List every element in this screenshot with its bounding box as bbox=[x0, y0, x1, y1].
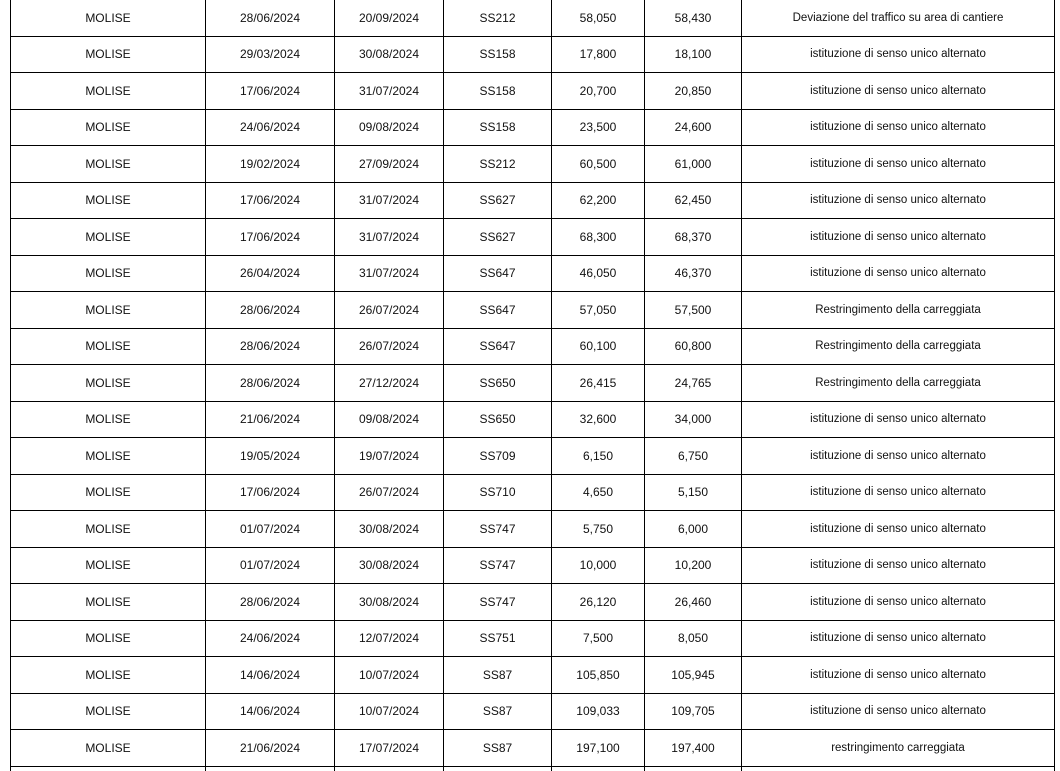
cell-start-date: 17/06/2024 bbox=[206, 182, 335, 219]
table-row bbox=[11, 365, 1055, 402]
empty-cell bbox=[11, 766, 206, 771]
cell-road: SS158 bbox=[444, 73, 552, 110]
table-row bbox=[11, 438, 1055, 475]
empty-cell bbox=[206, 766, 335, 771]
cell-start-date: 28/06/2024 bbox=[206, 584, 335, 621]
cell-start-date: 14/06/2024 bbox=[206, 693, 335, 730]
cell-end-date: 30/08/2024 bbox=[335, 547, 444, 584]
cell-end-date: 31/07/2024 bbox=[335, 219, 444, 256]
cell-km-to: 20,850 bbox=[645, 73, 742, 110]
cell-end-date: 12/07/2024 bbox=[335, 620, 444, 657]
cell-road: SS158 bbox=[444, 109, 552, 146]
table-row bbox=[11, 182, 1055, 219]
empty-cell bbox=[552, 766, 645, 771]
cell-description: istituzione di senso unico alternato bbox=[742, 219, 1055, 256]
cell-description: istituzione di senso unico alternato bbox=[742, 657, 1055, 694]
cell-region: MOLISE bbox=[11, 620, 206, 657]
cell-km-to: 6,000 bbox=[645, 511, 742, 548]
cell-end-date: 30/08/2024 bbox=[335, 511, 444, 548]
cell-road: SS158 bbox=[444, 36, 552, 73]
table-row bbox=[11, 474, 1055, 511]
table-row-partial bbox=[11, 766, 1055, 771]
cell-region: MOLISE bbox=[11, 219, 206, 256]
cell-region: MOLISE bbox=[11, 584, 206, 621]
cell-region: MOLISE bbox=[11, 547, 206, 584]
cell-road: SS751 bbox=[444, 620, 552, 657]
table-row bbox=[11, 401, 1055, 438]
cell-road: SS87 bbox=[444, 693, 552, 730]
cell-end-date: 26/07/2024 bbox=[335, 474, 444, 511]
cell-start-date: 26/04/2024 bbox=[206, 255, 335, 292]
empty-cell bbox=[742, 766, 1055, 771]
cell-end-date: 09/08/2024 bbox=[335, 109, 444, 146]
cell-end-date: 30/08/2024 bbox=[335, 584, 444, 621]
cell-km-from: 46,050 bbox=[552, 255, 645, 292]
cell-description: istituzione di senso unico alternato bbox=[742, 474, 1055, 511]
cell-km-from: 197,100 bbox=[552, 730, 645, 767]
cell-km-to: 10,200 bbox=[645, 547, 742, 584]
cell-start-date: 21/06/2024 bbox=[206, 401, 335, 438]
cell-km-from: 105,850 bbox=[552, 657, 645, 694]
cell-description: Restringimento della carreggiata bbox=[742, 292, 1055, 329]
cell-region: MOLISE bbox=[11, 511, 206, 548]
cell-description: istituzione di senso unico alternato bbox=[742, 693, 1055, 730]
cell-end-date: 30/08/2024 bbox=[335, 36, 444, 73]
table-row bbox=[11, 730, 1055, 767]
cell-description: istituzione di senso unico alternato bbox=[742, 401, 1055, 438]
cell-region: MOLISE bbox=[11, 730, 206, 767]
cell-km-to: 105,945 bbox=[645, 657, 742, 694]
roadworks-table bbox=[10, 0, 1055, 771]
cell-start-date: 24/06/2024 bbox=[206, 620, 335, 657]
table-row bbox=[11, 328, 1055, 365]
cell-road: SS627 bbox=[444, 182, 552, 219]
cell-description: istituzione di senso unico alternato bbox=[742, 146, 1055, 183]
cell-start-date: 17/06/2024 bbox=[206, 73, 335, 110]
cell-end-date: 19/07/2024 bbox=[335, 438, 444, 475]
cell-region: MOLISE bbox=[11, 365, 206, 402]
cell-km-from: 60,100 bbox=[552, 328, 645, 365]
cell-road: SS212 bbox=[444, 0, 552, 36]
cell-end-date: 10/07/2024 bbox=[335, 657, 444, 694]
cell-km-from: 62,200 bbox=[552, 182, 645, 219]
cell-km-from: 57,050 bbox=[552, 292, 645, 329]
cell-km-to: 34,000 bbox=[645, 401, 742, 438]
cell-end-date: 10/07/2024 bbox=[335, 693, 444, 730]
cell-region: MOLISE bbox=[11, 255, 206, 292]
cell-km-from: 5,750 bbox=[552, 511, 645, 548]
cell-start-date: 28/06/2024 bbox=[206, 365, 335, 402]
table-body bbox=[11, 0, 1055, 771]
cell-road: SS650 bbox=[444, 365, 552, 402]
cell-km-to: 24,600 bbox=[645, 109, 742, 146]
cell-end-date: 17/07/2024 bbox=[335, 730, 444, 767]
cell-start-date: 28/06/2024 bbox=[206, 0, 335, 36]
cell-km-from: 7,500 bbox=[552, 620, 645, 657]
table-row bbox=[11, 511, 1055, 548]
cell-region: MOLISE bbox=[11, 292, 206, 329]
cell-description: restringimento carreggiata bbox=[742, 730, 1055, 767]
cell-region: MOLISE bbox=[11, 146, 206, 183]
cell-km-from: 20,700 bbox=[552, 73, 645, 110]
cell-road: SS627 bbox=[444, 219, 552, 256]
table-row bbox=[11, 146, 1055, 183]
table-row bbox=[11, 109, 1055, 146]
cell-region: MOLISE bbox=[11, 109, 206, 146]
cell-km-from: 26,120 bbox=[552, 584, 645, 621]
cell-region: MOLISE bbox=[11, 36, 206, 73]
cell-description: Restringimento della carreggiata bbox=[742, 328, 1055, 365]
table-row bbox=[11, 0, 1055, 36]
cell-km-from: 23,500 bbox=[552, 109, 645, 146]
cell-description: istituzione di senso unico alternato bbox=[742, 584, 1055, 621]
cell-end-date: 09/08/2024 bbox=[335, 401, 444, 438]
cell-km-to: 109,705 bbox=[645, 693, 742, 730]
cell-region: MOLISE bbox=[11, 657, 206, 694]
cell-km-from: 10,000 bbox=[552, 547, 645, 584]
cell-region: MOLISE bbox=[11, 401, 206, 438]
cell-description: istituzione di senso unico alternato bbox=[742, 182, 1055, 219]
empty-cell bbox=[645, 766, 742, 771]
cell-end-date: 31/07/2024 bbox=[335, 182, 444, 219]
table-row bbox=[11, 292, 1055, 329]
cell-road: SS647 bbox=[444, 328, 552, 365]
cell-description: istituzione di senso unico alternato bbox=[742, 36, 1055, 73]
cell-road: SS650 bbox=[444, 401, 552, 438]
cell-region: MOLISE bbox=[11, 73, 206, 110]
cell-start-date: 14/06/2024 bbox=[206, 657, 335, 694]
cell-km-to: 46,370 bbox=[645, 255, 742, 292]
cell-start-date: 29/03/2024 bbox=[206, 36, 335, 73]
cell-km-to: 60,800 bbox=[645, 328, 742, 365]
cell-description: Deviazione del traffico su area di cantiere bbox=[742, 0, 1055, 36]
cell-km-to: 8,050 bbox=[645, 620, 742, 657]
cell-km-from: 60,500 bbox=[552, 146, 645, 183]
cell-start-date: 01/07/2024 bbox=[206, 511, 335, 548]
cell-km-from: 4,650 bbox=[552, 474, 645, 511]
cell-km-from: 26,415 bbox=[552, 365, 645, 402]
cell-road: SS747 bbox=[444, 584, 552, 621]
cell-end-date: 26/07/2024 bbox=[335, 328, 444, 365]
cell-end-date: 31/07/2024 bbox=[335, 73, 444, 110]
cell-km-to: 68,370 bbox=[645, 219, 742, 256]
cell-road: SS747 bbox=[444, 511, 552, 548]
cell-km-to: 197,400 bbox=[645, 730, 742, 767]
cell-km-from: 32,600 bbox=[552, 401, 645, 438]
cell-start-date: 21/06/2024 bbox=[206, 730, 335, 767]
table-row bbox=[11, 36, 1055, 73]
cell-end-date: 26/07/2024 bbox=[335, 292, 444, 329]
table-row bbox=[11, 255, 1055, 292]
cell-km-to: 18,100 bbox=[645, 36, 742, 73]
table-row bbox=[11, 657, 1055, 694]
empty-cell bbox=[335, 766, 444, 771]
table-row bbox=[11, 620, 1055, 657]
cell-road: SS709 bbox=[444, 438, 552, 475]
cell-km-to: 26,460 bbox=[645, 584, 742, 621]
cell-km-from: 6,150 bbox=[552, 438, 645, 475]
cell-description: istituzione di senso unico alternato bbox=[742, 547, 1055, 584]
cell-region: MOLISE bbox=[11, 328, 206, 365]
cell-start-date: 19/05/2024 bbox=[206, 438, 335, 475]
table-row bbox=[11, 584, 1055, 621]
table-row bbox=[11, 547, 1055, 584]
cell-road: SS87 bbox=[444, 657, 552, 694]
cell-km-to: 6,750 bbox=[645, 438, 742, 475]
cell-km-to: 57,500 bbox=[645, 292, 742, 329]
cell-start-date: 17/06/2024 bbox=[206, 474, 335, 511]
cell-km-to: 24,765 bbox=[645, 365, 742, 402]
cell-km-from: 58,050 bbox=[552, 0, 645, 36]
cell-km-from: 68,300 bbox=[552, 219, 645, 256]
cell-start-date: 01/07/2024 bbox=[206, 547, 335, 584]
cell-km-to: 61,000 bbox=[645, 146, 742, 183]
cell-region: MOLISE bbox=[11, 182, 206, 219]
cell-end-date: 31/07/2024 bbox=[335, 255, 444, 292]
cell-km-to: 5,150 bbox=[645, 474, 742, 511]
table-row bbox=[11, 219, 1055, 256]
cell-km-from: 17,800 bbox=[552, 36, 645, 73]
table-row bbox=[11, 693, 1055, 730]
cell-end-date: 20/09/2024 bbox=[335, 0, 444, 36]
cell-start-date: 24/06/2024 bbox=[206, 109, 335, 146]
cell-description: istituzione di senso unico alternato bbox=[742, 255, 1055, 292]
cell-start-date: 17/06/2024 bbox=[206, 219, 335, 256]
cell-region: MOLISE bbox=[11, 438, 206, 475]
cell-description: istituzione di senso unico alternato bbox=[742, 511, 1055, 548]
cell-description: istituzione di senso unico alternato bbox=[742, 73, 1055, 110]
cell-road: SS87 bbox=[444, 730, 552, 767]
cell-description: Restringimento della carreggiata bbox=[742, 365, 1055, 402]
cell-region: MOLISE bbox=[11, 474, 206, 511]
cell-km-from: 109,033 bbox=[552, 693, 645, 730]
table-row bbox=[11, 73, 1055, 110]
cell-region: MOLISE bbox=[11, 693, 206, 730]
cell-km-to: 62,450 bbox=[645, 182, 742, 219]
cell-region: MOLISE bbox=[11, 0, 206, 36]
cell-road: SS647 bbox=[444, 255, 552, 292]
cell-road: SS747 bbox=[444, 547, 552, 584]
cell-start-date: 28/06/2024 bbox=[206, 292, 335, 329]
cell-description: istituzione di senso unico alternato bbox=[742, 620, 1055, 657]
cell-description: istituzione di senso unico alternato bbox=[742, 438, 1055, 475]
cell-start-date: 19/02/2024 bbox=[206, 146, 335, 183]
cell-km-to: 58,430 bbox=[645, 0, 742, 36]
cell-end-date: 27/09/2024 bbox=[335, 146, 444, 183]
cell-road: SS647 bbox=[444, 292, 552, 329]
cell-end-date: 27/12/2024 bbox=[335, 365, 444, 402]
cell-start-date: 28/06/2024 bbox=[206, 328, 335, 365]
cell-description: istituzione di senso unico alternato bbox=[742, 109, 1055, 146]
empty-cell bbox=[444, 766, 552, 771]
cell-road: SS212 bbox=[444, 146, 552, 183]
cell-road: SS710 bbox=[444, 474, 552, 511]
